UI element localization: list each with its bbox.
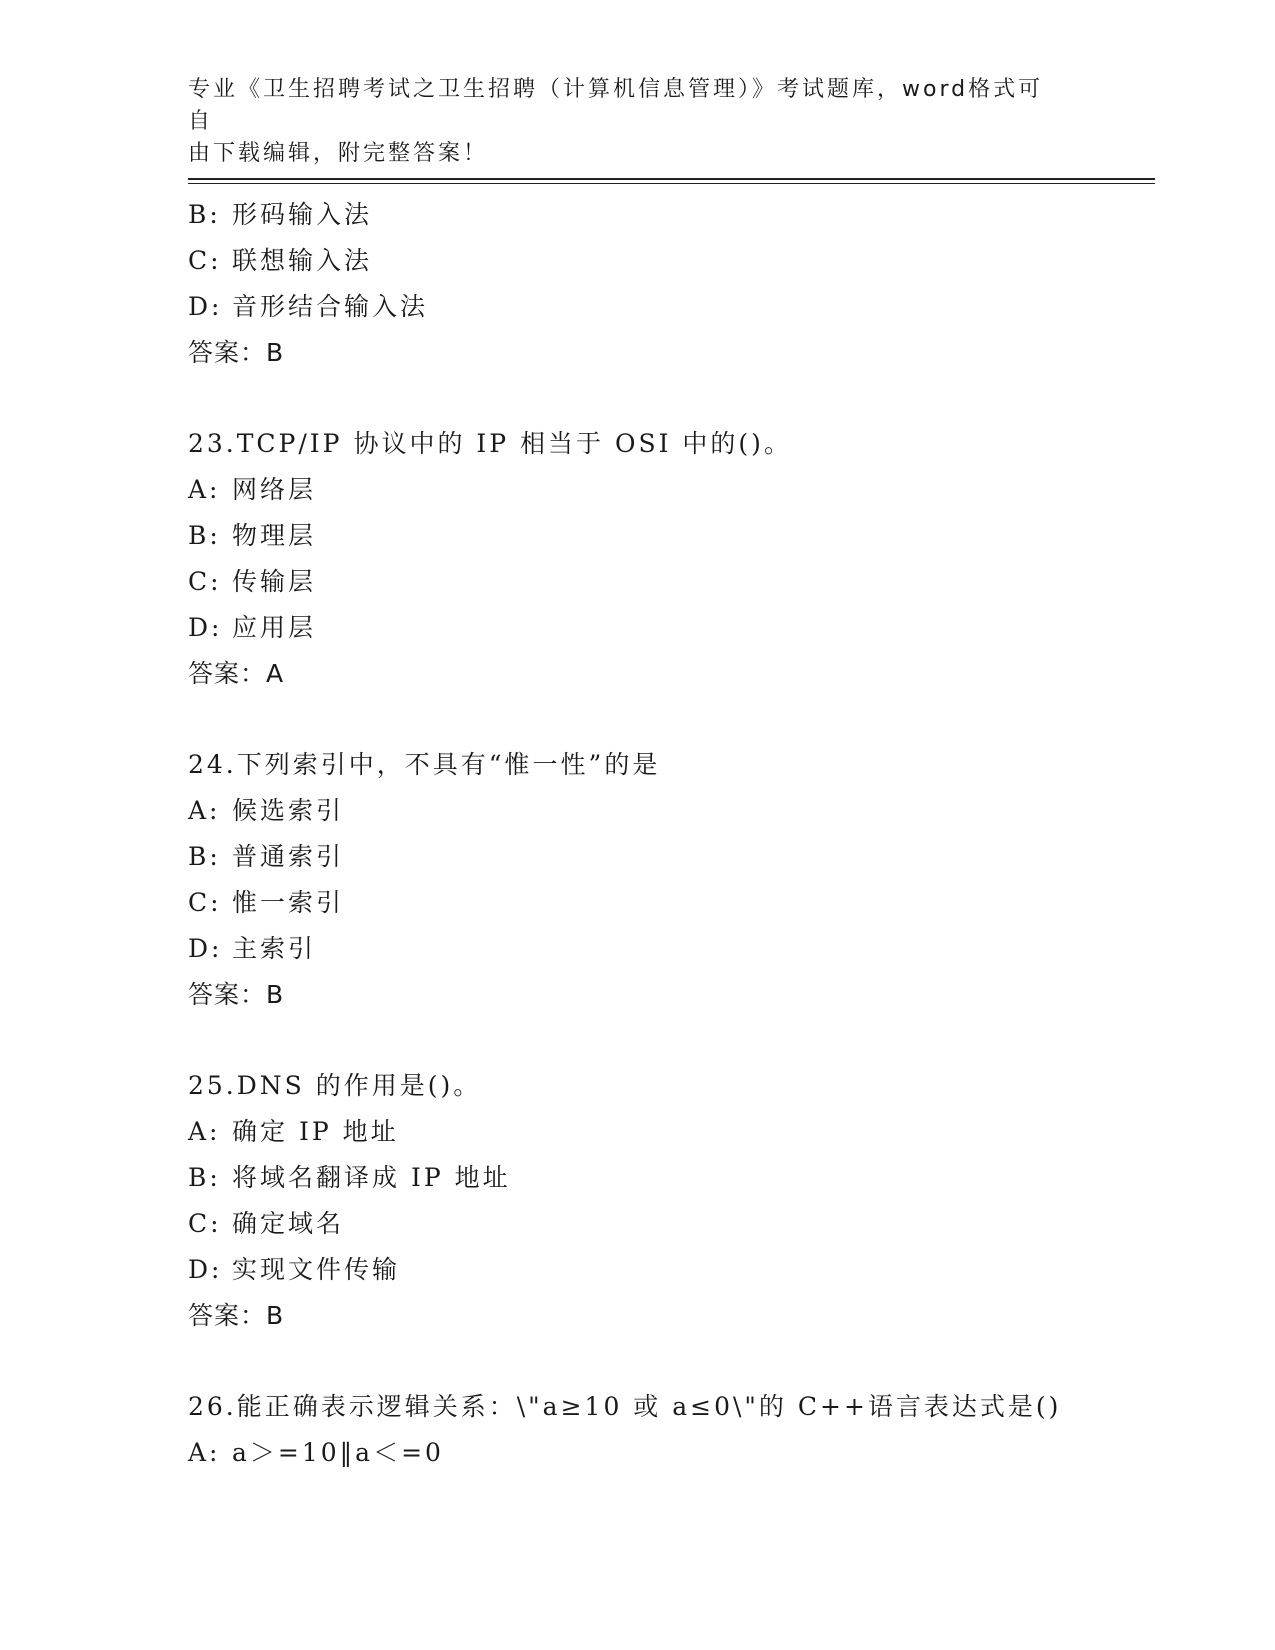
option-a: A: a＞=10‖a＜=0: [188, 1438, 444, 1467]
option-a: A: 确定 IP 地址: [188, 1117, 399, 1146]
option-b: B: 物理层: [188, 521, 317, 550]
option-c: C: 联想输入法: [188, 246, 373, 275]
header-divider-thin: [188, 183, 1155, 184]
option-d: D: 主索引: [188, 934, 317, 963]
header-divider-thick: [188, 178, 1155, 180]
document-header: [188, 74, 1068, 170]
question-stem: 25.DNS 的作用是()。: [188, 1071, 482, 1100]
option-d: D: 实现文件传输: [188, 1255, 401, 1284]
question-stem: 26.能正确表示逻辑关系：\"a≥10 或 a≤0\"的 C++语言表达式是(): [188, 1392, 1062, 1421]
header-line-1: 专业《卫生招聘考试之卫生招聘（计算机信息管理）》考试题库，word格式可自: [188, 77, 1044, 134]
answer: 答案：B: [188, 338, 285, 367]
question-23: [188, 421, 1148, 697]
answer: 答案：B: [188, 1301, 285, 1330]
option-a: A: 候选索引: [188, 796, 345, 825]
option-a: A: 网络层: [188, 475, 317, 504]
option-c: C: 确定域名: [188, 1209, 345, 1238]
header-line-2: 由下载编辑，附完整答案！: [188, 141, 489, 166]
question-24: [188, 742, 1148, 1018]
option-b: B: 将域名翻译成 IP 地址: [188, 1163, 511, 1192]
answer: 答案：A: [188, 659, 285, 688]
option-d: D: 音形结合输入法: [188, 292, 429, 321]
option-b: B: 普通索引: [188, 842, 345, 871]
question-25: [188, 1063, 1148, 1339]
option-d: D: 应用层: [188, 613, 317, 642]
question-26: [188, 1384, 1148, 1476]
option-c: C: 传输层: [188, 567, 317, 596]
question-22-continued: [188, 192, 1148, 376]
question-list: [188, 192, 1148, 1476]
option-b: B: 形码输入法: [188, 200, 373, 229]
option-c: C: 惟一索引: [188, 888, 345, 917]
question-stem: 23.TCP/IP 协议中的 IP 相当于 OSI 中的()。: [188, 429, 792, 458]
question-stem: 24.下列索引中，不具有“惟一性”的是: [188, 750, 661, 779]
answer: 答案：B: [188, 980, 285, 1009]
